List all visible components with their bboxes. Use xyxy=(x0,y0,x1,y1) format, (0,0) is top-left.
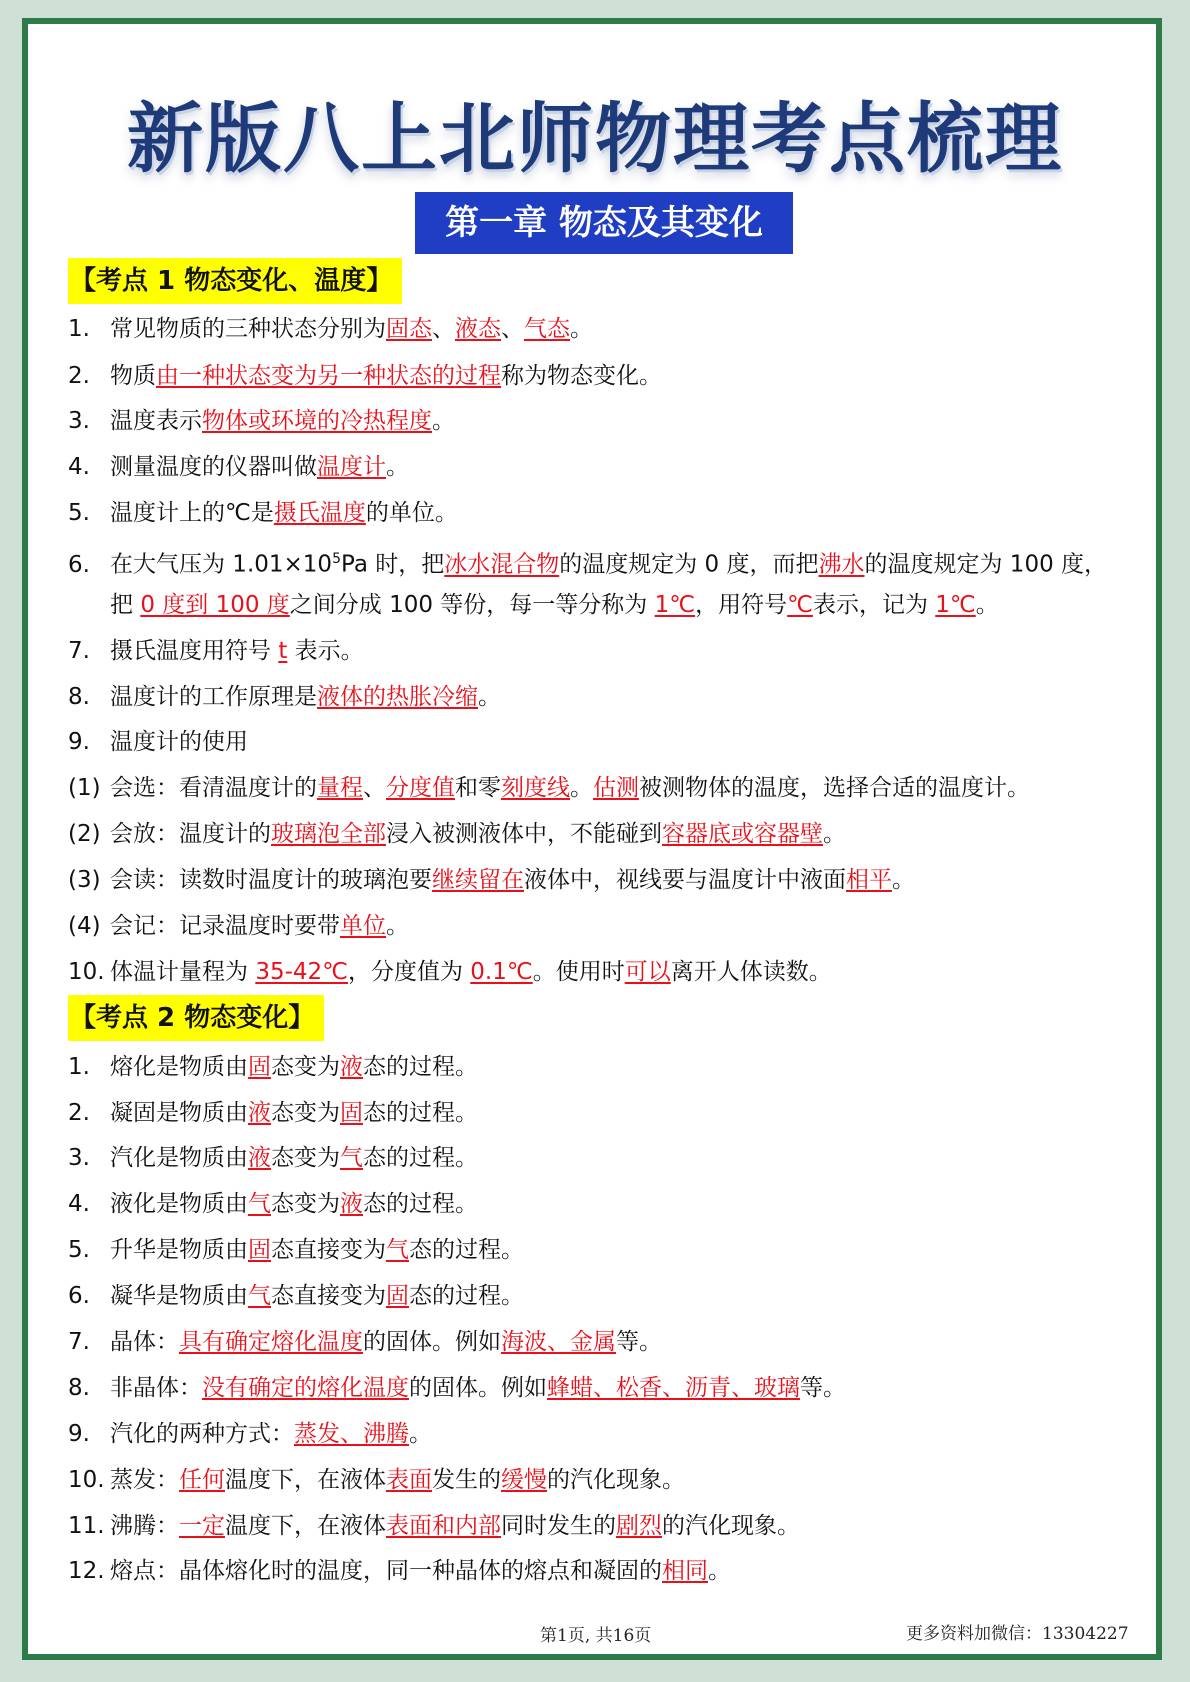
item-number: (1) xyxy=(68,775,101,801)
item-number: 1. xyxy=(68,1054,90,1080)
item-text: 离开人体读数。 xyxy=(670,959,832,985)
item-text: 表示。 xyxy=(287,638,364,664)
list-item xyxy=(68,726,248,758)
answer-blank: 继续留在 xyxy=(432,867,524,893)
answer-blank: 单位 xyxy=(340,913,386,939)
item-text: 等。 xyxy=(616,1329,662,1355)
item-text: 态的过程。 xyxy=(363,1191,478,1217)
item-text: 的单位。 xyxy=(365,500,458,526)
list-item xyxy=(68,1234,524,1266)
item-text: 态变为 xyxy=(271,1145,340,1171)
item-text: 升华是物质由 xyxy=(110,1237,248,1263)
list-item xyxy=(68,1372,846,1404)
item-text: 发生的 xyxy=(432,1467,501,1493)
item-number: 1. xyxy=(68,316,90,342)
answer-blank: 物体或环境的冷热程度 xyxy=(202,408,432,434)
answer-blank: 气 xyxy=(248,1283,271,1309)
answer-blank: 刻度线 xyxy=(501,775,570,801)
item-number: (4) xyxy=(68,913,101,939)
answer-blank: 温度计 xyxy=(317,454,386,480)
answer-blank: 可以 xyxy=(624,959,671,985)
item-number: (2) xyxy=(68,821,101,847)
item-number: 7. xyxy=(68,1329,90,1355)
answer-blank: 液体的热胀冷缩 xyxy=(317,684,478,710)
item-number: 5. xyxy=(68,500,90,526)
answer-blank: 1℃ xyxy=(654,592,696,618)
answer-blank: 蒸发、沸腾 xyxy=(294,1421,409,1447)
item-text: 态的过程。 xyxy=(363,1054,478,1080)
item-text: 态直接变为 xyxy=(271,1283,386,1309)
item-text: 。 xyxy=(570,775,593,801)
answer-blank: 固 xyxy=(386,1283,409,1309)
section-heading-2: 【考点 2 物态变化】 xyxy=(68,995,324,1041)
answer-blank: ℃ xyxy=(787,592,813,618)
item-text: 温度计的使用 xyxy=(110,729,248,755)
answer-blank: 由一种状态变为另一种状态的过程 xyxy=(156,363,501,389)
answer-blank: 没有确定的熔化温度 xyxy=(202,1375,409,1401)
answer-blank: 相平 xyxy=(846,867,892,893)
item-number: 8. xyxy=(68,684,90,710)
item-text: 物质 xyxy=(110,363,156,389)
answer-blank: 液 xyxy=(340,1191,363,1217)
item-text: 摄氏温度用符号 xyxy=(110,638,279,664)
list-item xyxy=(68,1097,478,1129)
item-text: 晶体： xyxy=(110,1329,179,1355)
item-number: 6. xyxy=(68,551,90,578)
item-number: 7. xyxy=(68,638,90,664)
answer-blank: 气 xyxy=(386,1237,409,1263)
list-item xyxy=(68,589,999,621)
list-item xyxy=(68,1418,432,1450)
section-heading-1: 【考点 1 物态变化、温度】 xyxy=(68,258,402,304)
list-item xyxy=(68,1464,685,1496)
item-text: 浸入被测液体中，不能碰到 xyxy=(386,821,662,847)
item-number: 3. xyxy=(68,408,90,434)
item-text: 同时发生的 xyxy=(501,1513,616,1539)
chapter-banner: 第一章 物态及其变化 xyxy=(415,192,793,254)
item-text: 。 xyxy=(478,684,501,710)
item-text: 温度计的工作原理是 xyxy=(110,684,317,710)
answer-blank: 任何 xyxy=(179,1467,225,1493)
answer-blank: 气 xyxy=(248,1191,271,1217)
answer-blank: 海波、金属 xyxy=(501,1329,616,1355)
item-text: 。使用时 xyxy=(532,959,625,985)
item-text: 会记：记录温度时要带 xyxy=(110,913,340,939)
item-number: 2. xyxy=(68,1100,90,1126)
item-text: 。 xyxy=(975,592,999,618)
list-item xyxy=(68,360,662,392)
item-number: 6. xyxy=(68,1283,90,1309)
list-item xyxy=(68,1326,662,1358)
answer-blank: 具有确定熔化温度 xyxy=(179,1329,363,1355)
item-number: 11. xyxy=(68,1513,105,1539)
item-text: 熔化是物质由 xyxy=(110,1054,248,1080)
item-text: 会读：读数时温度计的玻璃泡要 xyxy=(110,867,432,893)
list-item xyxy=(68,1142,478,1174)
item-number: 3. xyxy=(68,1145,90,1171)
list-item xyxy=(68,864,915,896)
item-text: 。 xyxy=(570,316,593,342)
item-text: 的温度规定为 100 度， xyxy=(864,551,1108,578)
list-item xyxy=(68,405,455,437)
item-text: ，用符号 xyxy=(695,592,788,618)
list-item xyxy=(68,313,593,345)
item-text: 凝华是物质由 xyxy=(110,1283,248,1309)
item-number: 8. xyxy=(68,1375,90,1401)
item-text: 常见物质的三种状态分别为 xyxy=(110,316,386,342)
answer-blank: 沸水 xyxy=(818,551,865,578)
answer-blank: 量程 xyxy=(317,775,363,801)
item-text: 的固体。例如 xyxy=(409,1375,547,1401)
answer-blank: 1℃ xyxy=(935,592,976,618)
item-text: 。 xyxy=(386,454,409,480)
answer-blank: 蜂蜡、松香、沥青、玻璃 xyxy=(547,1375,800,1401)
item-text: 的汽化现象。 xyxy=(662,1513,800,1539)
answer-blank: 表面 xyxy=(386,1467,432,1493)
item-text: 温度下，在液体 xyxy=(225,1513,386,1539)
item-text: 称为物态变化。 xyxy=(501,363,662,389)
item-text: 、 xyxy=(501,316,524,342)
item-text: 。 xyxy=(386,913,409,939)
item-text: 、 xyxy=(363,775,386,801)
answer-blank: 35-42℃ xyxy=(255,959,348,985)
answer-blank: 0.1℃ xyxy=(470,959,533,985)
list-item xyxy=(68,910,409,942)
item-text: 温度下，在液体 xyxy=(225,1467,386,1493)
answer-blank: 分度值 xyxy=(386,775,455,801)
item-text: 。 xyxy=(823,821,846,847)
item-text: 温度计上的℃是 xyxy=(110,500,274,526)
item-text: 。 xyxy=(409,1421,432,1447)
item-number: 4. xyxy=(68,1191,90,1217)
item-text: 会放：温度计的 xyxy=(110,821,271,847)
item-text: 态变为 xyxy=(271,1054,340,1080)
list-item xyxy=(68,1510,800,1542)
answer-blank: 相同 xyxy=(662,1558,708,1584)
answer-blank: 缓慢 xyxy=(501,1467,547,1493)
page-title: 新版八上北师物理考点梳理 xyxy=(127,94,1063,183)
answer-blank: 剧烈 xyxy=(616,1513,662,1539)
item-number: 9. xyxy=(68,729,90,755)
item-text: 液体中，视线要与温度计中液面 xyxy=(524,867,846,893)
item-text: 温度表示 xyxy=(110,408,202,434)
item-text: 液化是物质由 xyxy=(110,1191,248,1217)
item-text: 体温计量程为 xyxy=(110,959,256,985)
item-text: 汽化的两种方式： xyxy=(110,1421,294,1447)
item-text: ，分度值为 xyxy=(347,959,471,985)
list-item xyxy=(68,1051,478,1083)
item-text: 蒸发： xyxy=(110,1467,179,1493)
item-text: 。 xyxy=(892,867,915,893)
list-item xyxy=(68,681,501,713)
item-text: 的汽化现象。 xyxy=(547,1467,685,1493)
item-text: 凝固是物质由 xyxy=(110,1100,248,1126)
list-item xyxy=(68,635,364,667)
list-item xyxy=(68,772,1030,804)
item-text: 测量温度的仪器叫做 xyxy=(110,454,317,480)
item-text: 的固体。例如 xyxy=(363,1329,501,1355)
item-text: 汽化是物质由 xyxy=(110,1145,248,1171)
answer-blank: t xyxy=(278,638,288,664)
answer-blank: 表面和内部 xyxy=(386,1513,501,1539)
list-item xyxy=(68,497,458,529)
item-number: 5. xyxy=(68,1237,90,1263)
answer-blank: 液 xyxy=(340,1054,363,1080)
list-item xyxy=(68,451,409,483)
item-text: 等。 xyxy=(800,1375,846,1401)
answer-blank: 液 xyxy=(248,1100,271,1126)
answer-blank: 容器底或容器壁 xyxy=(662,821,823,847)
list-item xyxy=(68,1188,478,1220)
item-number: 4. xyxy=(68,454,90,480)
item-text: 把 xyxy=(110,592,141,618)
list-item xyxy=(68,1280,524,1312)
item-number: (3) xyxy=(68,867,101,893)
item-text: 态变为 xyxy=(271,1100,340,1126)
answer-blank: 冰水混合物 xyxy=(444,551,560,578)
answer-blank: 固 xyxy=(340,1100,363,1126)
page-number: 第1页, 共16页 xyxy=(540,1626,652,1646)
answer-blank: 摄氏温度 xyxy=(273,500,366,526)
answer-blank: 固态 xyxy=(386,316,432,342)
superscript: 5 xyxy=(332,551,341,567)
item-text: Pa 时，把 xyxy=(340,551,445,578)
answer-blank: 0 度到 100 度 xyxy=(140,592,290,618)
item-number: 10. xyxy=(68,959,105,985)
list-item xyxy=(68,543,1107,581)
answer-blank: 固 xyxy=(248,1054,271,1080)
item-text: 表示，记为 xyxy=(812,592,936,618)
list-item xyxy=(68,1555,731,1587)
item-text: 态的过程。 xyxy=(363,1100,478,1126)
answer-blank: 气态 xyxy=(524,316,570,342)
item-text: 熔点：晶体熔化时的温度，同一种晶体的熔点和凝固的 xyxy=(110,1558,662,1584)
item-text: 态的过程。 xyxy=(363,1145,478,1171)
answer-blank: 玻璃泡全部 xyxy=(271,821,386,847)
item-text: 、 xyxy=(432,316,455,342)
answer-blank: 液态 xyxy=(455,316,501,342)
list-item xyxy=(68,956,832,988)
item-number: 12. xyxy=(68,1558,105,1584)
contact-note: 更多资料加微信：13304227 xyxy=(906,1624,1129,1644)
answer-blank: 估测 xyxy=(593,775,639,801)
answer-blank: 一定 xyxy=(179,1513,225,1539)
item-number: 10. xyxy=(68,1467,105,1493)
answer-blank: 液 xyxy=(248,1145,271,1171)
item-text: 态的过程。 xyxy=(409,1283,524,1309)
item-text: 沸腾： xyxy=(110,1513,179,1539)
item-text: 的温度规定为 0 度，而把 xyxy=(559,551,819,578)
item-text: 在大气压为 1.01×10 xyxy=(110,551,333,578)
item-text: 非晶体： xyxy=(110,1375,202,1401)
item-text: 之间分成 100 等份，每一等分称为 xyxy=(289,592,655,618)
item-text: 态直接变为 xyxy=(271,1237,386,1263)
list-item xyxy=(68,818,846,850)
answer-blank: 固 xyxy=(248,1237,271,1263)
answer-blank: 气 xyxy=(340,1145,363,1171)
item-text: 会选：看清温度计的 xyxy=(110,775,317,801)
item-text: 态变为 xyxy=(271,1191,340,1217)
item-text: 被测物体的温度，选择合适的温度计。 xyxy=(639,775,1030,801)
item-number: 9. xyxy=(68,1421,90,1447)
item-text: 态的过程。 xyxy=(409,1237,524,1263)
item-text: 和零 xyxy=(455,775,501,801)
item-text: 。 xyxy=(708,1558,731,1584)
item-text: 。 xyxy=(432,408,455,434)
item-number: 2. xyxy=(68,363,90,389)
